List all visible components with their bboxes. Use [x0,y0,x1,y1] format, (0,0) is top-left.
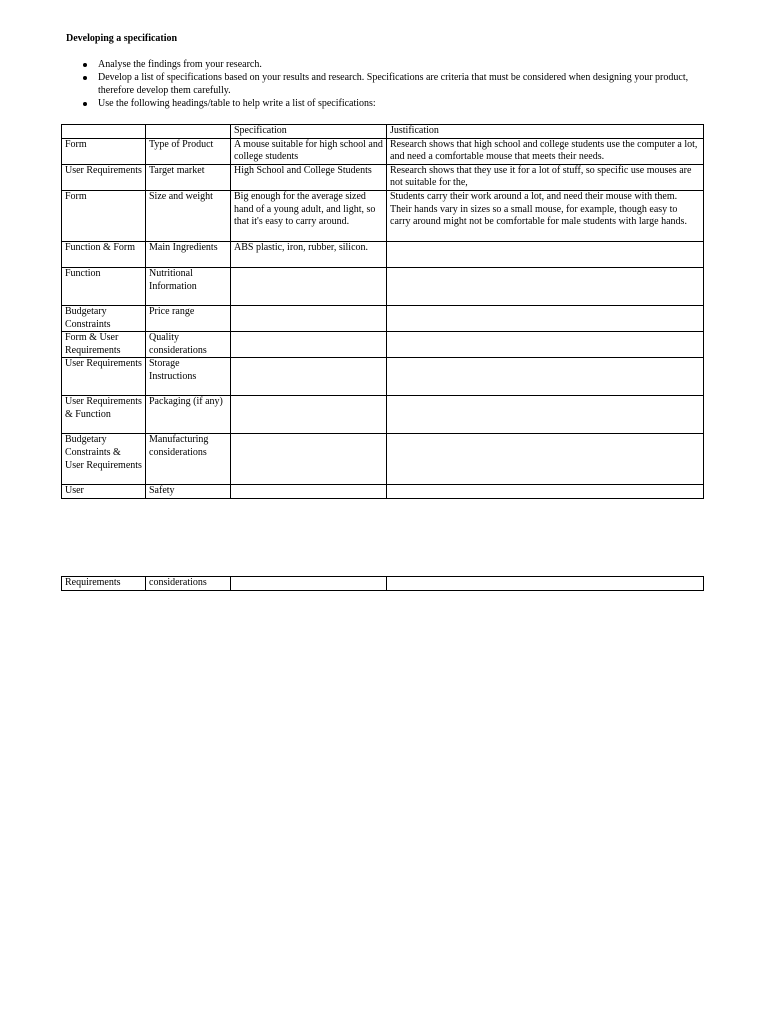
table-row [62,164,704,190]
specification-cell[interactable]: A mouse suitable for high school and college students [231,138,387,164]
category-cell: User Requirements [62,358,146,396]
table-row [62,190,704,241]
justification-cell[interactable] [387,267,704,305]
table-row [62,332,704,358]
table-row [62,241,704,267]
instruction-item: Use the following headings/table to help write a list of specifications: [98,98,708,111]
header-cell: Specification [231,125,387,139]
specification-cell[interactable]: ABS plastic, iron, rubber, silicon. [231,241,387,267]
justification-cell[interactable]: Students carry their work around a lot, and need their mouse with them. Their hands vary in sizes so a small mouse, for example, though easy to carry around might not be comfortable for male students with large hands. [387,190,704,241]
justification-cell[interactable] [387,396,704,434]
specification-cell[interactable] [231,396,387,434]
instruction-item: Analyse the findings from your research. [98,59,708,72]
item-cell: Packaging (if any) [146,396,231,434]
header-cell: Justification [387,125,704,139]
specification-table-continued [61,576,704,591]
specification-cell[interactable] [231,305,387,331]
instruction-list [98,59,708,111]
item-cell: Quality considerations [146,332,231,358]
category-cell: Form & User Requirements [62,332,146,358]
table-header-row [62,125,704,139]
justification-cell[interactable] [387,332,704,358]
specification-cell[interactable] [231,434,387,485]
category-cell: Form [62,138,146,164]
table-row [62,396,704,434]
justification-cell[interactable] [387,577,704,591]
item-cell: Size and weight [146,190,231,241]
category-cell: User Requirements & Function [62,396,146,434]
specification-cell[interactable] [231,485,387,499]
specification-cell[interactable]: High School and College Students [231,164,387,190]
item-cell: Manufacturing considerations [146,434,231,485]
item-cell: Nutritional Information [146,267,231,305]
specification-cell[interactable] [231,267,387,305]
category-cell: User [62,485,146,499]
category-cell: Function & Form [62,241,146,267]
header-cell [62,125,146,139]
specification-cell[interactable] [231,577,387,591]
table-row [62,138,704,164]
justification-cell[interactable] [387,485,704,499]
category-cell: User Requirements [62,164,146,190]
category-cell: Function [62,267,146,305]
item-cell: Target market [146,164,231,190]
item-cell: Price range [146,305,231,331]
table-row [62,267,704,305]
document-title: Developing a specification [66,33,178,44]
table-row [62,434,704,485]
justification-cell[interactable] [387,241,704,267]
category-cell: Budgetary Constraints [62,305,146,331]
item-cell: Type of Product [146,138,231,164]
table-row [62,485,704,499]
table-row [62,305,704,331]
instruction-item: Develop a list of specifications based on your results and research. Specifications are criteria that must be considered when designing your product, therefore develop them carefully. [98,72,708,97]
item-cell: Main Ingredients [146,241,231,267]
justification-cell[interactable] [387,305,704,331]
category-cell: Requirements [62,577,146,591]
item-cell: Storage Instructions [146,358,231,396]
item-cell: considerations [146,577,231,591]
specification-cell[interactable]: Big enough for the average sized hand of a young adult, and light, so that it's easy to carry around. [231,190,387,241]
justification-cell[interactable] [387,434,704,485]
specification-table [61,124,704,499]
justification-cell[interactable]: Research shows that they use it for a lot of stuff, so specific use mouses are not suitable for the, [387,164,704,190]
table-row [62,358,704,396]
category-cell: Budgetary Constraints & User Requirements [62,434,146,485]
category-cell: Form [62,190,146,241]
item-cell: Safety [146,485,231,499]
specification-cell[interactable] [231,332,387,358]
justification-cell[interactable]: Research shows that high school and college students use the computer a lot, and need a comfortable mouse that meets their needs. [387,138,704,164]
specification-cell[interactable] [231,358,387,396]
table-row [62,577,704,591]
justification-cell[interactable] [387,358,704,396]
header-cell [146,125,231,139]
